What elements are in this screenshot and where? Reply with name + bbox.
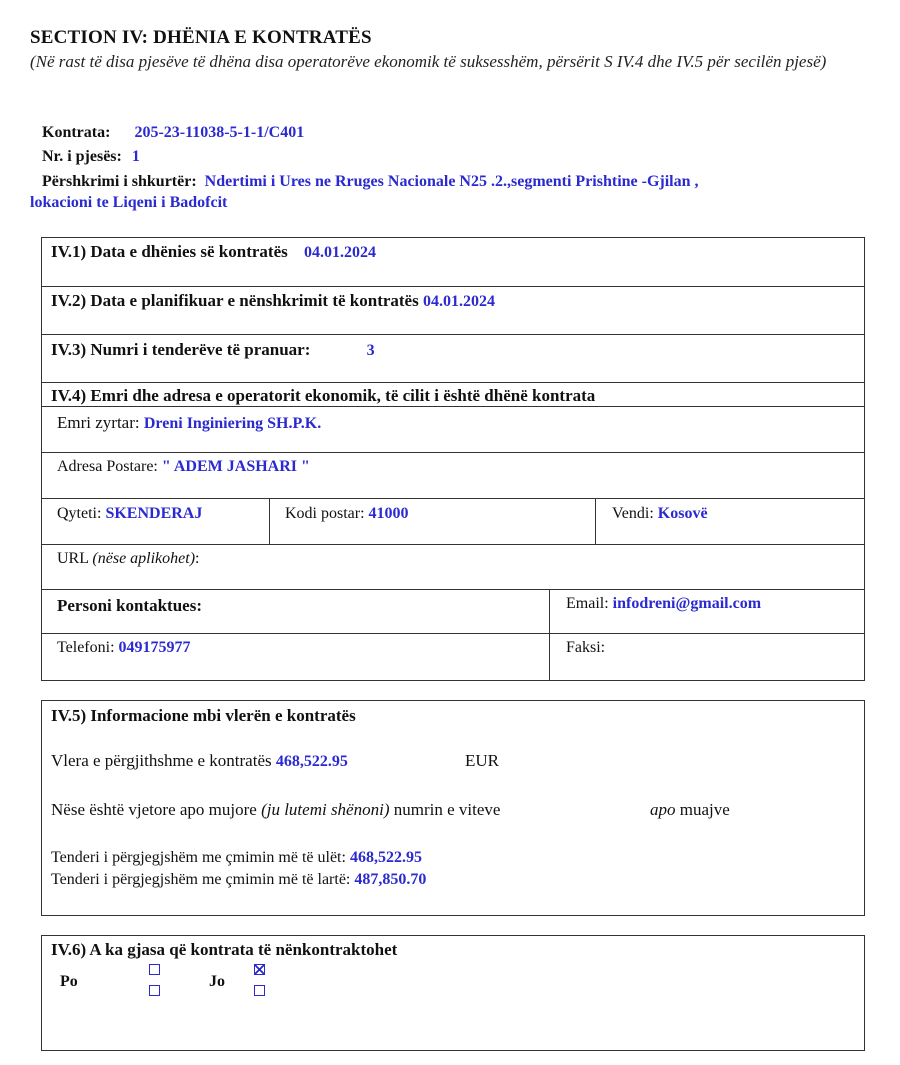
ulet-label: Tenderi i përgjegjshëm me çmimin më të ulët: [51, 849, 346, 866]
qyteti-label: Qyteti: [57, 505, 102, 522]
iv2-value: 04.01.2024 [422, 293, 495, 310]
vlera-value: 468,522.95 [275, 753, 348, 770]
url-row: URL (nëse aplikohet): [57, 550, 200, 567]
jo-checkbox[interactable] [254, 985, 265, 996]
muajve-text: muajve [679, 800, 730, 819]
iv3-value: 3 [366, 342, 375, 359]
apo-muajve [650, 800, 730, 820]
emri-value: Dreni Inginiering SH.P.K. [143, 415, 322, 432]
telefoni-value: 049175977 [118, 639, 191, 656]
section-subtitle: (Në rast të disa pjesëve të dhëna disa operatorëve ekonomik të suksesshëm, përsërit S IV.4 dhe IV.5 për secilën pjesë) [30, 52, 827, 71]
pjese-row [42, 148, 140, 166]
personi-row: Personi kontaktues: [57, 596, 202, 615]
larte-row [51, 871, 426, 889]
po-label: Po [60, 973, 78, 990]
kontrata-row [42, 124, 304, 142]
kodi-cell [285, 505, 409, 523]
vlera-row [51, 751, 348, 771]
url-note: (nëse aplikohet) [92, 550, 196, 567]
qyteti-cell [57, 505, 202, 523]
iv6-label: IV.6) A ka gjasa që kontrata të nënkontraktohet [51, 940, 398, 959]
section-title: SECTION IV: DHËNIA E KONTRATËS [30, 27, 372, 48]
url-label: URL [57, 550, 89, 567]
vendi-label: Vendi: [612, 505, 654, 522]
qyteti-value: SKENDERAJ [105, 505, 203, 522]
jo-label: Jo [209, 973, 225, 990]
pershkrimi-row [42, 173, 699, 191]
ulet-row [51, 849, 422, 867]
vlera-label: Vlera e përgjithshme e kontratës [51, 751, 272, 770]
vjetore-italic: (ju lutemi shënoni) [261, 800, 390, 819]
vendi-value: Kosovë [657, 505, 708, 522]
currency: EUR [465, 751, 499, 770]
faksi-label: Faksi: [566, 639, 606, 656]
telefoni-cell [57, 639, 191, 657]
adresa-value: " ADEM JASHARI " [161, 458, 310, 475]
iv1-row [51, 242, 376, 262]
email-cell [566, 595, 761, 613]
pershkrimi-label: Përshkrimi i shkurtër: [42, 173, 197, 190]
kodi-label: Kodi postar: [285, 505, 365, 522]
faksi-cell [566, 639, 605, 657]
vjetore-text2: numrin e viteve [393, 800, 501, 819]
vjetore-row [51, 800, 500, 820]
pjese-value: 1 [131, 148, 140, 165]
pershkrimi-value: Ndertimi i Ures ne Rruges Nacionale N25 .2.,segmenti Prishtine -Gjilan , [204, 173, 699, 190]
iv2-row [51, 291, 495, 311]
adresa-label: Adresa Postare [57, 458, 154, 475]
iv5-label: IV.5) Informacione mbi vlerën e kontratës [51, 706, 356, 725]
vendi-cell [612, 505, 708, 523]
larte-label: Tenderi i përgjegjshëm me çmimin më të lartë: [51, 871, 351, 888]
apo-text: apo [650, 800, 676, 819]
emri-row: Emri zyrtar: Dreni Inginiering SH.P.K. [57, 413, 322, 432]
kontrata-value: 205-23-11038-5-1-1/C401 [134, 124, 305, 141]
email-value: infodreni@gmail.com [612, 595, 762, 612]
larte-value: 487,850.70 [354, 871, 427, 888]
pershkrimi-value-cont: lokacioni te Liqeni i Badofcit [30, 194, 228, 211]
jo-checkbox-checked[interactable] [254, 964, 265, 975]
vjetore-text1: Nëse është vjetore apo mujore [51, 800, 257, 819]
iv1-value: 04.01.2024 [304, 244, 376, 261]
iv3-row [51, 340, 375, 360]
iv2-label: IV.2) Data e planifikuar e nënshkrimit të kontratës [51, 291, 419, 310]
ulet-value: 468,522.95 [349, 849, 422, 866]
po-checkbox-upper[interactable] [149, 964, 160, 975]
email-label: Email: [566, 595, 609, 612]
kodi-value: 41000 [368, 505, 409, 522]
adresa-row: Adresa Postare: " ADEM JASHARI " [57, 458, 310, 475]
personi-label: Personi kontaktues [57, 596, 197, 615]
pjese-label: Nr. i pjesës: [42, 148, 122, 165]
iv1-label: IV.1) Data e dhënies së kontratës [51, 242, 288, 261]
emri-label: Emri zyrtar [57, 413, 135, 432]
kontrata-label: Kontrata: [42, 124, 111, 141]
po-checkbox[interactable] [149, 985, 160, 996]
iv4-label: IV.4) Emri dhe adresa e operatorit ekonomik, të cilit i është dhënë kontrata [51, 386, 596, 405]
telefoni-label: Telefoni: [57, 639, 115, 656]
iv3-label: IV.3) Numri i tenderëve të pranuar: [51, 340, 311, 359]
